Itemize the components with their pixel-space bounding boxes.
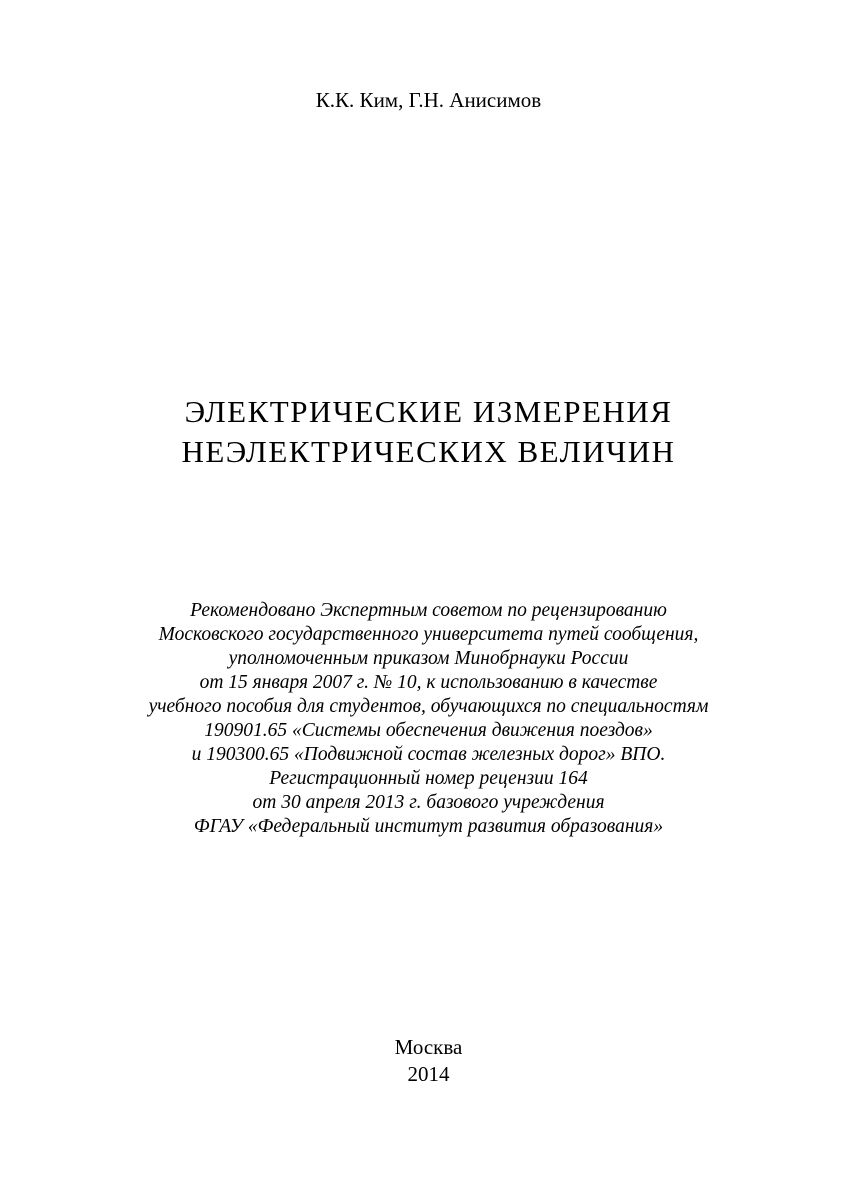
recommendation-block	[0, 599, 857, 839]
recommendation-line: уполномоченным приказом Минобрнауки России	[228, 648, 629, 669]
imprint	[0, 1034, 857, 1088]
book-title-line-2: НЕЭЛЕКТРИЧЕСКИХ ВЕЛИЧИН	[181, 434, 676, 469]
authors: К.К. Ким, Г.Н. Анисимов	[315, 88, 542, 112]
recommendation-line: от 30 апреля 2013 г. базового учреждения	[252, 792, 605, 813]
imprint-year: 2014	[407, 1062, 450, 1086]
book-title-line-1: ЭЛЕКТРИЧЕСКИЕ ИЗМЕРЕНИЯ	[184, 394, 673, 429]
recommendation-line: и 190300.65 «Подвижной состав железных дорог» ВПО.	[191, 744, 666, 765]
recommendation-line: 190901.65 «Системы обеспечения движения поездов»	[204, 720, 653, 741]
recommendation-line: ФГАУ «Федеральный институт развития образования»	[193, 816, 664, 837]
imprint-city: Москва	[394, 1035, 463, 1059]
recommendation-line: от 15 января 2007 г. № 10, к использованию в качестве	[199, 672, 658, 693]
book-title	[0, 392, 857, 472]
recommendation-line: Рекомендовано Экспертным советом по рецензированию	[190, 600, 667, 621]
recommendation-line: Московского государственного университета путей сообщения,	[158, 624, 699, 645]
recommendation-line: учебного пособия для студентов, обучающихся по специальностям	[148, 696, 709, 717]
recommendation-line: Регистрационный номер рецензии 164	[269, 768, 588, 789]
